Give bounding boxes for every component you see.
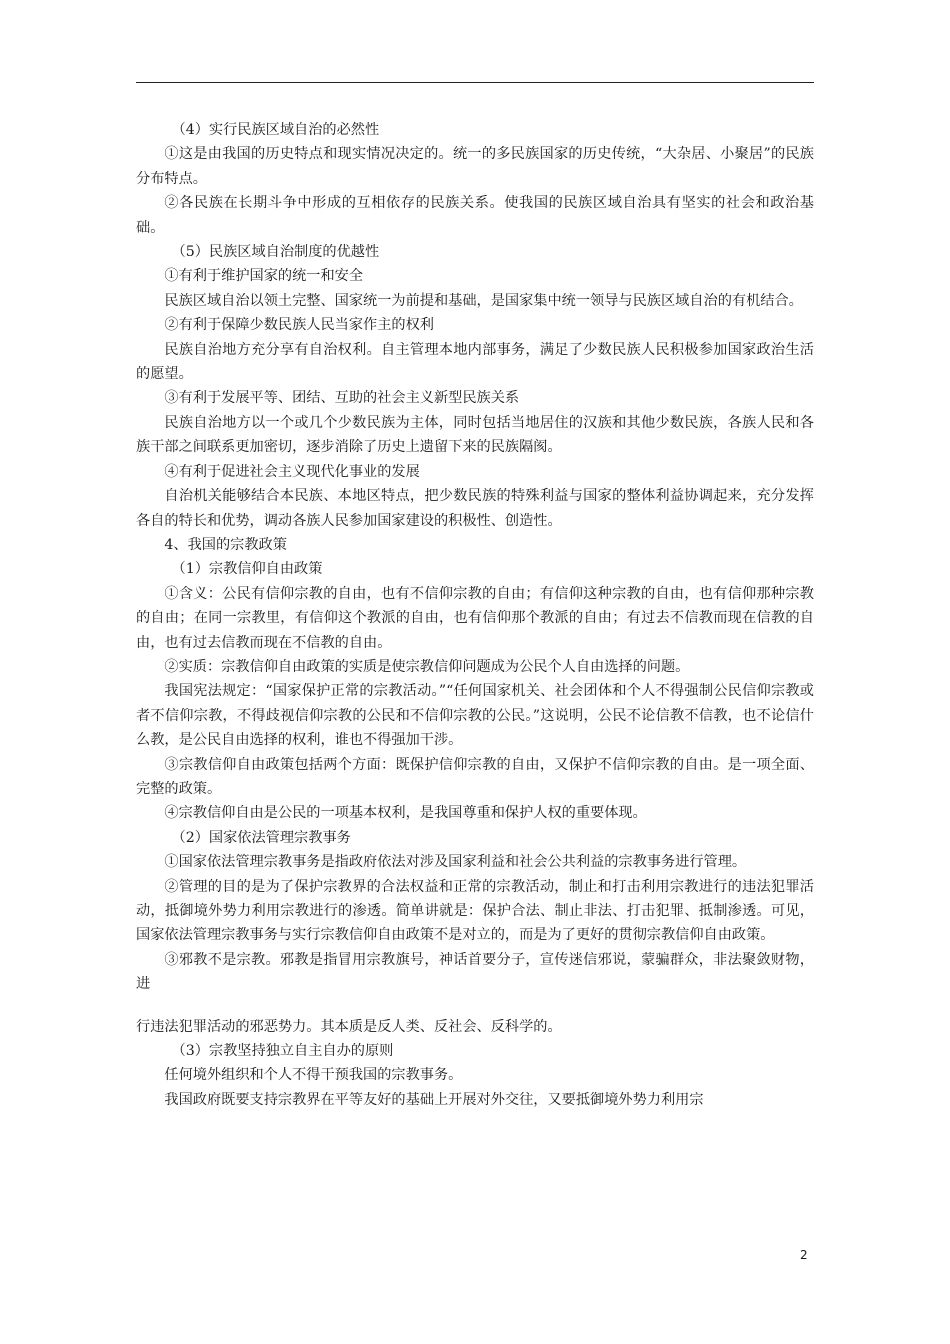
subheading: （1）宗教信仰自由政策 (171, 561, 323, 578)
paragraph: ①这是由我国的历史特点和现实情况决定的。统一的多民族国家的历史传统，“大杂居、小聚居”的民族分布特点。 (136, 146, 814, 187)
paragraph: ④有利于促进社会主义现代化事业的发展 (164, 463, 420, 480)
paragraph: ①含义：公民有信仰宗教的自由，也有不信仰宗教的自由；有信仰这种宗教的自由，也有信仰那种宗教的自由；在同一宗教里，有信仰这个教派的自由，也有信仰那个教派的自由；有过去不信教而现在信教的自由，也有过去信教而现在不信教的自由。 (136, 585, 814, 651)
header-rule (136, 82, 814, 83)
paragraph: 任何境外组织和个人不得干预我国的宗教事务。 (164, 1067, 463, 1084)
paragraph: 自治机关能够结合本民族、本地区特点，把少数民族的特殊利益与国家的整体利益协调起来，充分发挥各自的特长和优势，调动各族人民参加国家建设的积极性、创造性。 (136, 488, 814, 529)
subheading: （2）国家依法管理宗教事务 (171, 829, 351, 846)
paragraph: 民族自治地方充分享有自治权利。自主管理本地内部事务，满足了少数民族人民积极参加国家政治生活的愿望。 (136, 341, 814, 383)
paragraph: ②实质：宗教信仰自由政策的实质是使宗教信仰问题成为公民个人自由选择的问题。 (164, 658, 690, 675)
paragraph: ②管理的目的是为了保护宗教界的合法权益和正常的宗教活动，制止和打击利用宗教进行的违法犯罪活动，抵御境外势力利用宗教进行的渗透。简单讲就是：保护合法、制止非法、打击犯罪、抵制渗透。可见，国家依法管理宗教事务与实行宗教信仰自由政策不是对立的，而是为了更好的贯彻宗教信仰自由政策。 (136, 878, 814, 944)
page-number: 2 (800, 1248, 808, 1262)
paragraph: ①国家依法管理宗教事务是指政府依法对涉及国家利益和社会公共利益的宗教事务进行管理。 (164, 854, 747, 871)
subheading: （4）实行民族区域自治的必然性 (171, 122, 380, 138)
subheading: （3）宗教坚持独立自主自办的原则 (171, 1043, 394, 1060)
paragraph: ③宗教信仰自由政策包括两个方面：既保护信仰宗教的自由，又保护不信仰宗教的自由。是一项全面、完整的政策。 (136, 756, 814, 797)
paragraph: ④宗教信仰自由是公民的一项基本权利，是我国尊重和保护人权的重要体现。 (164, 805, 647, 822)
paragraph: 我国政府既要支持宗教界在平等友好的基础上开展对外交往，又要抵御境外势力利用宗 (164, 1091, 704, 1108)
paragraph: 民族自治地方以一个或几个少数民族为主体，同时包括当地居住的汉族和其他少数民族，各族人民和各族干部之间联系更加密切，逐步消除了历史上遗留下来的民族隔阂。 (136, 414, 814, 456)
paragraph: ②各民族在长期斗争中形成的互相依存的民族关系。使我国的民族区域自治具有坚实的社会和政治基础。 (136, 195, 814, 236)
paragraph-continuation: 行违法犯罪活动的邪恶势力。其本质是反人类、反社会、反科学的。 (136, 1018, 562, 1035)
paragraph: 民族区域自治以领土完整、国家统一为前提和基础，是国家集中统一领导与民族区域自治的有机结合。 (164, 292, 803, 309)
paragraph: ③有利于发展平等、团结、互助的社会主义新型民族关系 (164, 390, 520, 407)
paragraph: ③邪教不是宗教。邪教是指冒用宗教旗号，神话首要分子，宣传迷信邪说，蒙骗群众，非法聚敛财物，进 (136, 951, 814, 993)
section-heading: 4、我国的宗教政策 (164, 536, 287, 553)
paragraph: ②有利于保障少数民族人民当家作主的权利 (164, 317, 434, 334)
paragraph: 我国宪法规定：“国家保护正常的宗教活动。”“任何国家机关、社会团体和个人不得强制公民信仰宗教或者不信仰宗教，不得歧视信仰宗教的公民和不信仰宗教的公民。”这说明，公民不论信教不信教，也不论信什么教，是公民自由选择的权利，谁也不得强加干涉。 (136, 683, 814, 749)
document-body (136, 118, 814, 1112)
paragraph: ①有利于维护国家的统一和安全 (164, 268, 364, 285)
subheading: （5）民族区域自治制度的优越性 (171, 244, 380, 261)
